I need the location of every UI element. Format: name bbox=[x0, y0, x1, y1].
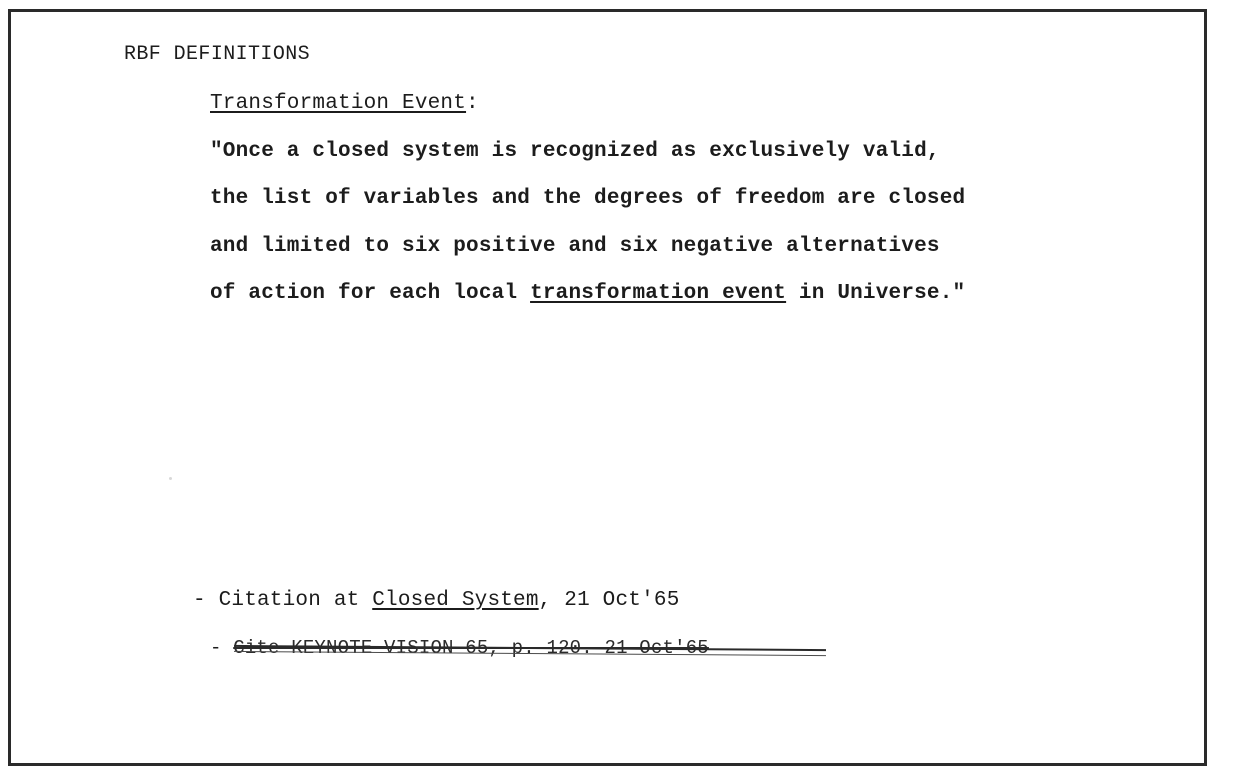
quote-line-3: and limited to six positive and six negative alternatives bbox=[210, 235, 940, 258]
citation-date: , 21 Oct'65 bbox=[538, 589, 680, 612]
term-title bbox=[210, 92, 479, 116]
citation-struck-text: Cite KEYNOTE VISION 65, p. 120. 21 Oct'65 bbox=[233, 637, 709, 659]
quote-line-4 bbox=[210, 282, 965, 306]
quote-underlined-term: transformation event bbox=[530, 282, 787, 305]
citation-struck-dash: - bbox=[210, 637, 234, 659]
paper-speck bbox=[169, 477, 172, 480]
term-label: Transformation Event bbox=[210, 92, 467, 115]
quote-line-1: "Once a closed system is recognized as exclusively valid, bbox=[210, 140, 940, 163]
page-heading: RBF DEFINITIONS bbox=[124, 43, 311, 66]
term-suffix: : bbox=[466, 92, 479, 115]
citation-closed-system bbox=[193, 589, 680, 613]
quote-line-4-before: of action for each local bbox=[210, 282, 531, 305]
citation-link-closed-system: Closed System bbox=[372, 589, 539, 612]
citation-prefix: - Citation at bbox=[193, 589, 373, 612]
quote-line-4-after: in Universe." bbox=[786, 282, 966, 305]
quote-line-2: the list of variables and the degrees of freedom are closed bbox=[210, 187, 966, 210]
